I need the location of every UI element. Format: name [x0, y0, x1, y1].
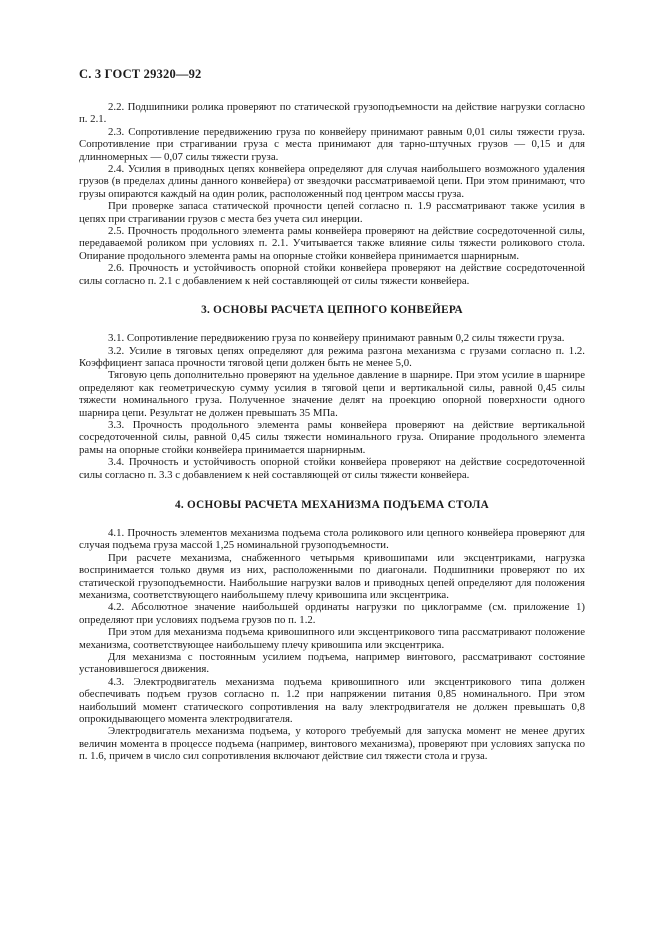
page-header: С. 3 ГОСТ 29320—92: [79, 67, 202, 81]
paragraph: Тяговую цепь дополнительно проверяют на удельное давление в шарнире. При этом усилие в шарнире определяют как геометрическую сумму усилия в тяговой цепи и вертикальной силы, равной 0,45 силы тяжести номинального груза. Полученное значение делят на проекцию опорной поверхности одного шарнира цепи. Результат не должен превышать 35 МПа.: [79, 369, 585, 419]
section-3-title: 3. ОСНОВЫ РАСЧЕТА ЦЕПНОГО КОНВЕЙЕРА: [201, 304, 463, 317]
paragraph: Электродвигатель механизма подъема, у которого требуемый для запуска момент не менее других величин момента в процессе подъема (например, винтового механизма), проверяют при условиях запуска по п. 1.6, причем в число сил сопротивления включают действие сил тяжести стола и груза.: [79, 725, 585, 763]
section-4-title: 4. ОСНОВЫ РАСЧЕТА МЕХАНИЗМА ПОДЪЕМА СТОЛА: [174, 498, 490, 511]
paragraph: 4.1. Прочность элементов механизма подъема стола роликового или цепного конвейера проверяют для случая подъема груза массой 1,25 номинальной грузоподъемности.: [79, 526, 585, 552]
paragraph: 2.5. Прочность продольного элемента рамы конвейера проверяют на действие сосредоточенной силы, передаваемой роликом при условиях п. 2.1. Учитывается также влияние силы тяжести роликового стола. Опирание продольного элемента рамы на опорные стойки конвейера принимается шарнирным.: [79, 225, 585, 262]
paragraph: 4.2. Абсолютное значение наибольшей ординаты нагрузки по циклограмме (см. приложение 1) определяют при условиях подъема грузов по п. 1.2.: [79, 601, 585, 626]
paragraph: 3.2. Усилие в тяговых цепях определяют для режима разгона механизма с грузами согласно п. 1.2. Коэффициент запаса прочности тяговой цепи должен быть не менее 5,0.: [79, 344, 585, 369]
paragraph: 2.6. Прочность и устойчивость опорной стойки конвейера проверяют на действие сосредоточенной силы согласно п. 2.1 с добавлением к ней составляющей от силы тяжести конвейера.: [79, 262, 585, 287]
paragraph: 4.3. Электродвигатель механизма подъема кривошипного или эксцентрикового типа должен обеспечивать подъем грузов согласно п. 1.2 при напряжении питания 0,85 номинального. При этом наибольший момент статического сопротивления на валу электродвигателя не должен превышать 0,8 опрокидывающего момента электродвигателя.: [79, 675, 585, 726]
paragraph: 3.4. Прочность и устойчивость опорной стойки конвейера проверяют на действие сосредоточенной силы согласно п. 3.3 с добавлением к ней составляющей от силы тяжести конвейера.: [79, 456, 585, 481]
paragraph: 3.3. Прочность продольного элемента рамы конвейера проверяют на действие вертикальной сосредоточенной силы, равной 0,45 силы тяжести номинального груза. Опирание продольного элемента рамы на опорные стойки конвейера принимается шарнирным.: [79, 418, 585, 456]
paragraph: При расчете механизма, снабженного четырьмя кривошипами или эксцентриками, нагрузка воспринимается только двумя из них, расположенными по диагонали. Подшипники проверяют по их статической грузоподъемности. Наибольшие нагрузки валов и приводных цепей определяют для положения механизма, соответствующего наибольшему плечу кривошипа или эксцентрика.: [79, 551, 585, 601]
paragraph: При этом для механизма подъема кривошипного или эксцентрикового типа рассматривают положение механизма, соответствующее наибольшему плечу кривошипа или эксцентрика.: [79, 626, 585, 651]
section-4: [79, 527, 585, 763]
section-2: [79, 101, 585, 287]
paragraph: 3.1. Сопротивление передвижению груза по конвейеру принимают равным 0,2 силы тяжести груза.: [108, 332, 565, 345]
section-3: [79, 332, 585, 481]
paragraph: 2.2. Подшипники ролика проверяют по статической грузоподъемности на действие нагрузки согласно п. 2.1.: [79, 101, 585, 126]
paragraph: 2.3. Сопротивление передвижению груза по конвейеру принимают равным 0,01 силы тяжести груза. Сопротивление при страгивании груза с места принимают для тарно-штучных грузов — 0,15 и для длинномерных — 0,07 силы тяжести груза.: [79, 125, 585, 163]
paragraph: 2.4. Усилия в приводных цепях конвейера определяют для случая наибольшего возможного удаления грузов (в пределах длины данного конвейера) от звездочки рассматриваемой цепи. При этом принимают, что грузы опираются каждый на один ролик, расположенный под центром массы груза.: [79, 163, 585, 200]
paragraph: Для механизма с постоянным усилием подъема, например винтового, рассматривают состояние установившегося движения.: [79, 651, 585, 676]
paragraph: При проверке запаса статической прочности цепей согласно п. 1.9 рассматривают также усилия в цепях при страгивании грузов с места без учета сил инерции.: [79, 200, 585, 225]
